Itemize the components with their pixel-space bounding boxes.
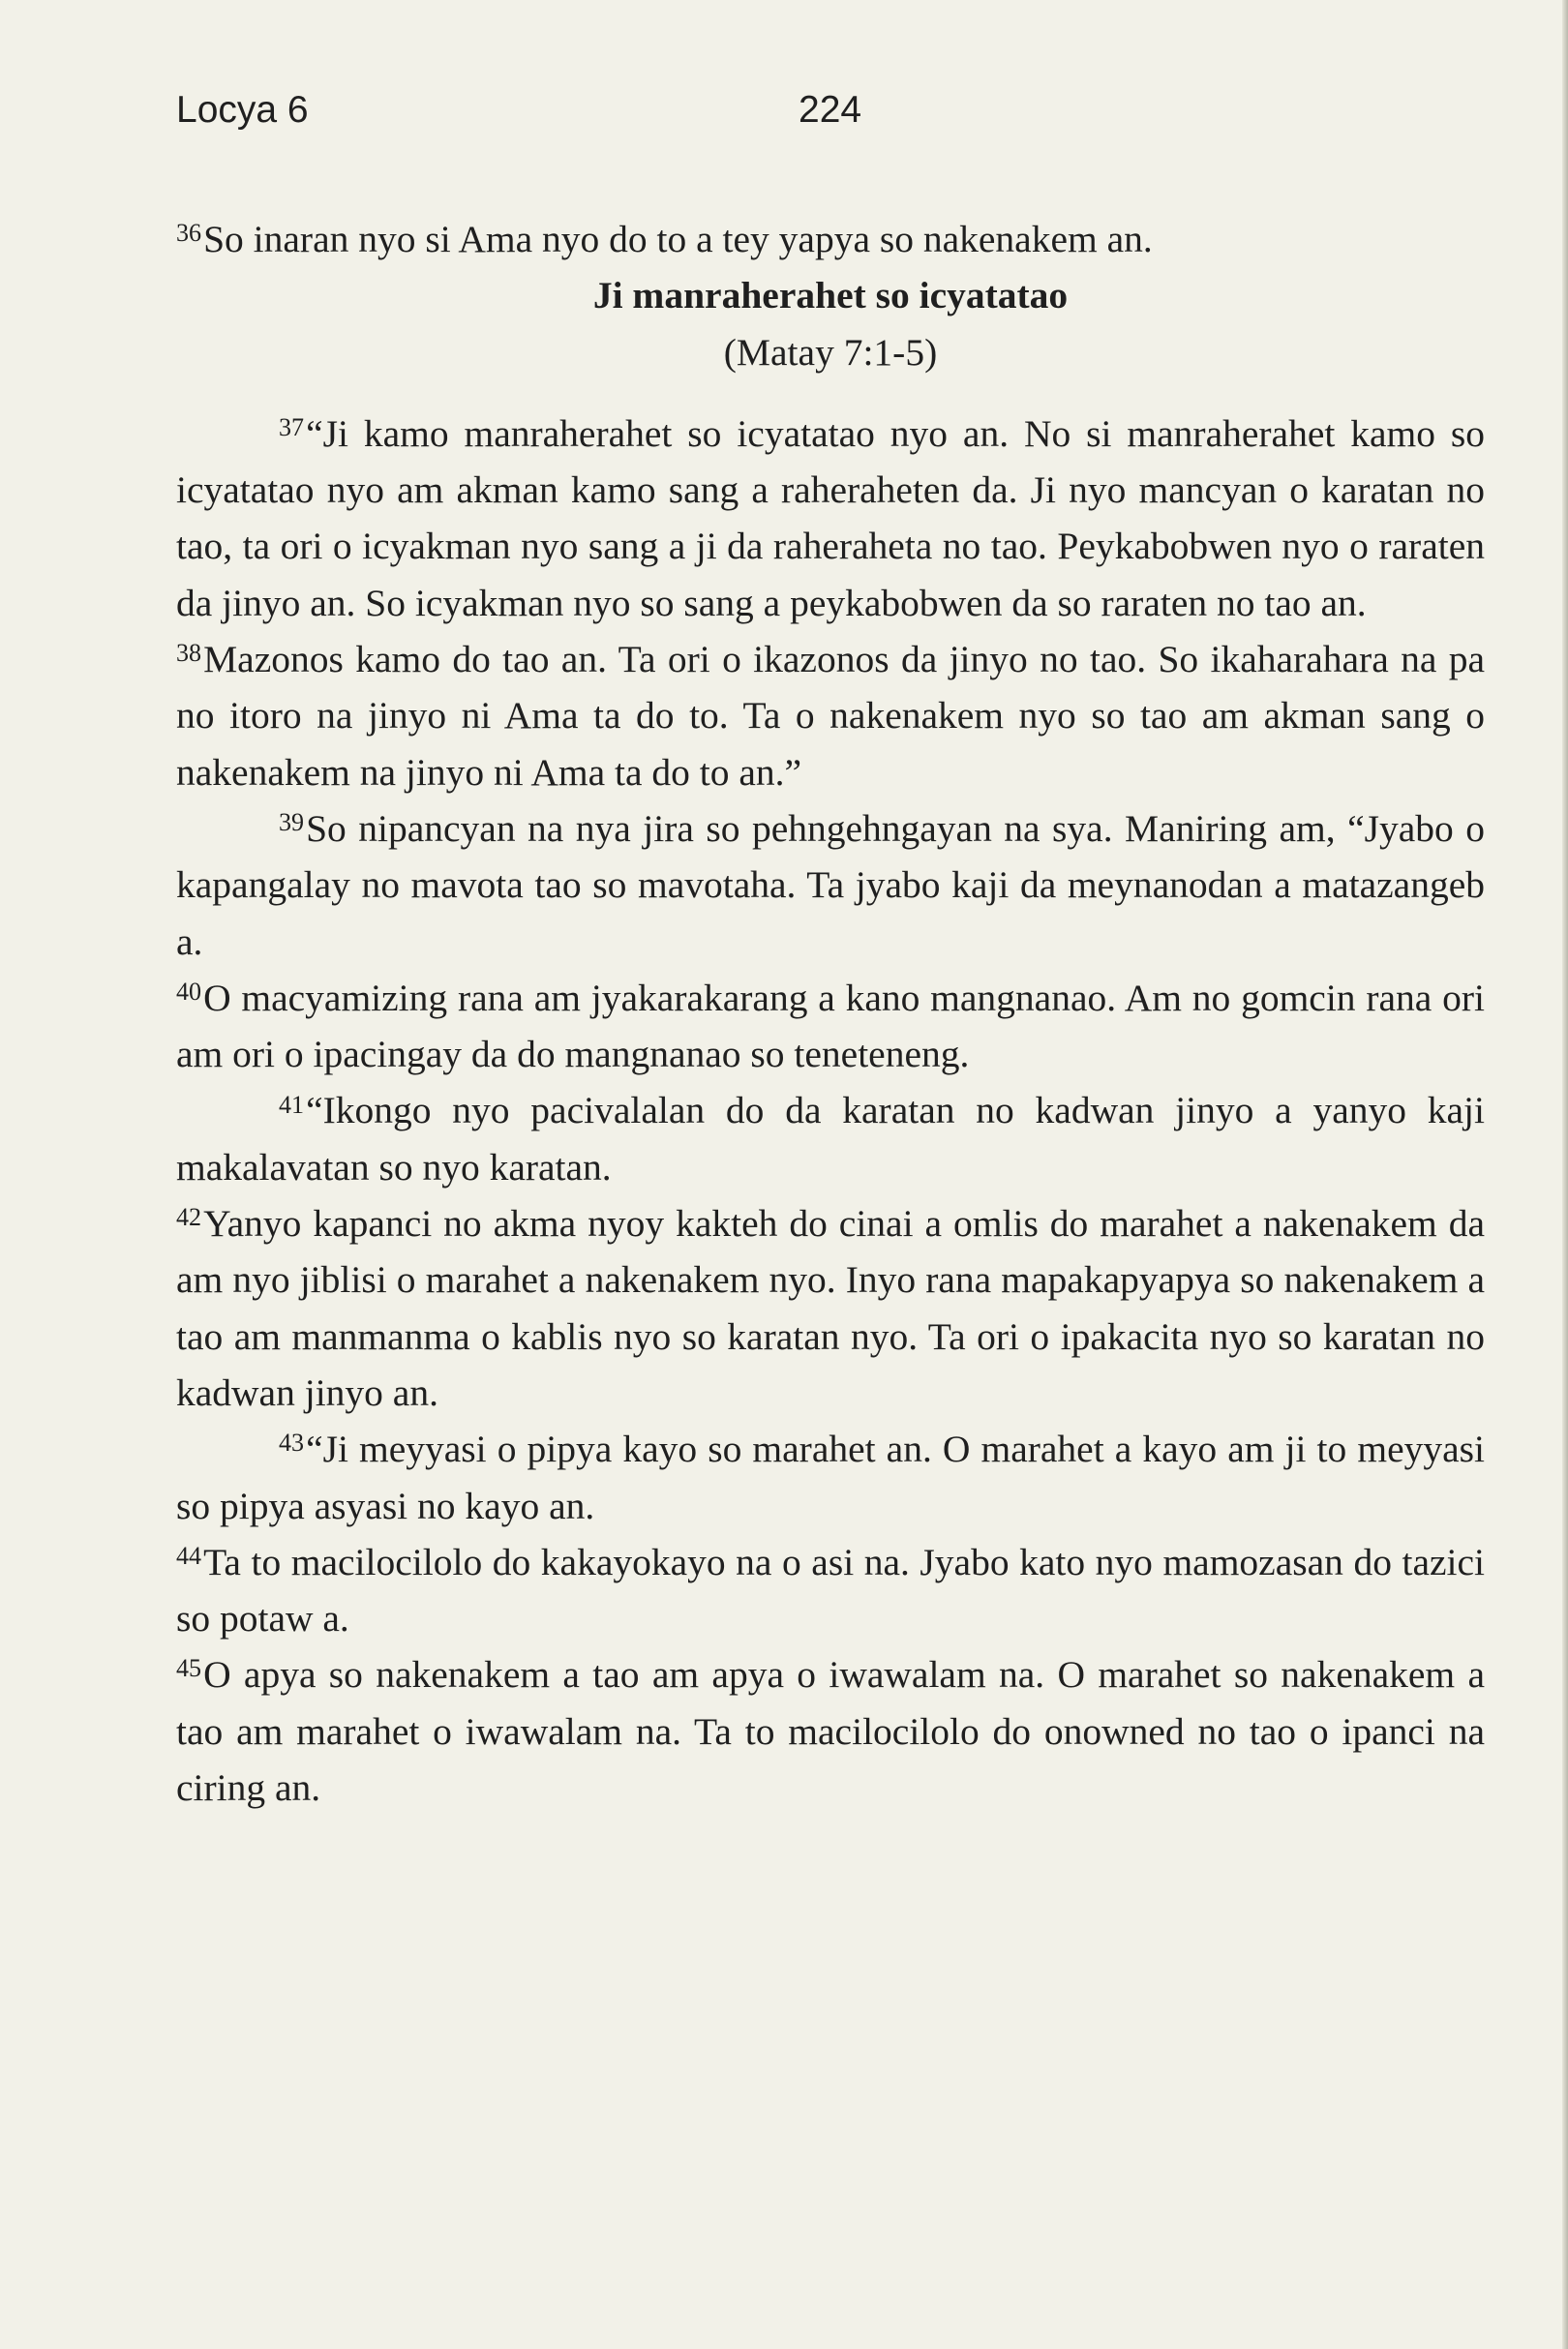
verse-text: “Ji kamo manraherahet so icyatatao nyo an. No si manraherahet kamo so icyatatao nyo am akman kamo sang a raheraheten da. Ji nyo mancyan o karatan no tao, ta ori o icyakman nyo sang a ji da raheraheta no tao. Peykabobwen nyo o raraten da jinyo an. So icyakman nyo so sang a peykabobwen da so raraten no tao an. — [176, 411, 1485, 624]
running-head — [176, 89, 1483, 147]
section-reference: (Matay 7:1-5) — [723, 330, 938, 374]
verse-45 — [176, 1646, 1485, 1816]
verse-text: So nipancyan na nya jira so pehngehngayan na sya. Maniring am, “Jyabo o kapangalay no mavota tao so mavotaha. Ta jyabo kaji da meynanodan a matazangeb a. — [176, 806, 1485, 963]
heading-spacer — [176, 380, 1485, 406]
verse-number: 37 — [279, 412, 305, 441]
verse-text: So inaran nyo si Ama nyo do to a tey yapya so nakenakem an. — [203, 218, 1153, 260]
verse-text: O macyamizing rana am jyakarakarang a kano mangnanao. Am no gomcin rana ori am ori o ipacingay da do mangnanao so teneteneng. — [176, 976, 1485, 1076]
verse-number: 40 — [176, 977, 202, 1006]
verse-text: “Ikongo nyo pacivalalan do da karatan no kadwan jinyo a yanyo kaji makalavatan so nyo karatan. — [176, 1089, 1485, 1189]
verse-38 — [176, 631, 1485, 800]
verse-text: Ta to macilocilolo do kakayokayo na o asi na. Jyabo kato nyo mamozasan do tazici so potaw a. — [176, 1540, 1485, 1641]
verse-42 — [176, 1195, 1485, 1421]
verse-number: 45 — [176, 1654, 202, 1683]
verse-39 — [176, 800, 1485, 970]
verse-37 — [176, 406, 1485, 631]
verse-44 — [176, 1534, 1485, 1647]
verse-36 — [176, 211, 1485, 267]
verse-40 — [176, 970, 1485, 1083]
verse-number: 38 — [176, 639, 202, 668]
verse-text: Mazonos kamo do tao an. Ta ori o ikazonos da jinyo no tao. So ikaharahara na pa no itoro na jinyo ni Ama ta do to. Ta o nakenakem nyo so tao am akman sang o nakenakem na jinyo ni Ama ta do to an.” — [176, 638, 1485, 794]
verse-number: 41 — [279, 1090, 305, 1119]
verse-number: 36 — [176, 219, 202, 248]
verse-number: 39 — [279, 808, 305, 837]
verse-text: “Ji meyyasi o pipya kayo so marahet an. O marahet a kayo am ji to meyyasi so pipya asyasi no kayo an. — [176, 1428, 1485, 1527]
verse-text: Yanyo kapanci no akma nyoy kakteh do cinai a omlis do marahet a nakenakem da am nyo jiblisi o marahet a nakenakem nyo. Inyo rana mapakapyapya so nakenakem a tao am manmanma o kablis nyo so karatan nyo. Ta ori o ipakacita nyo so karatan no kadwan jinyo an. — [176, 1202, 1485, 1414]
verse-text: O apya so nakenakem a tao am apya o iwawalam na. O marahet so nakenakem a tao am marahet o iwawalam na. Ta to macilocilolo do onowned no tao o ipanci na ciring an. — [176, 1653, 1485, 1810]
body-text — [176, 211, 1485, 1816]
page-edge — [1562, 0, 1568, 2349]
section-heading: Ji manraherahet so icyatatao — [592, 274, 1069, 317]
chapter-label: Locya 6 — [176, 89, 309, 131]
verse-43 — [176, 1421, 1485, 1534]
verse-number: 43 — [279, 1429, 305, 1458]
verse-number: 44 — [176, 1541, 202, 1570]
page-number: 224 — [799, 89, 862, 131]
verse-41 — [176, 1082, 1485, 1195]
verse-number: 42 — [176, 1203, 202, 1232]
